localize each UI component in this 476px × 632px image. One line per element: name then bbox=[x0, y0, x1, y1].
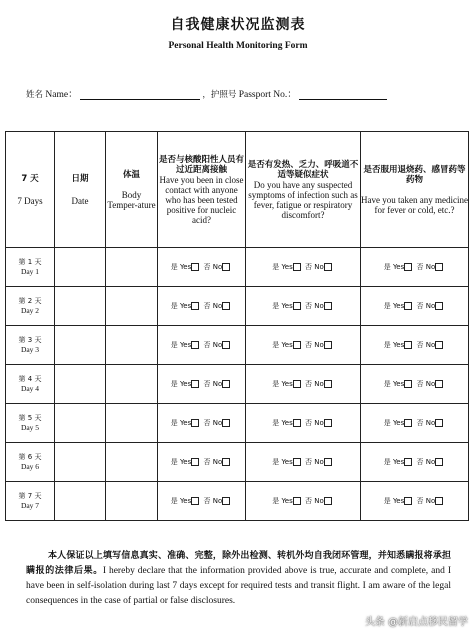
yes-checkbox[interactable] bbox=[293, 380, 301, 388]
day-label-cn: 第 5 天 bbox=[18, 414, 42, 422]
yes-label: 是 Yes bbox=[272, 301, 293, 310]
date-input-cell[interactable] bbox=[55, 443, 106, 482]
medicine-choice bbox=[361, 248, 469, 287]
no-checkbox[interactable] bbox=[435, 302, 443, 310]
yes-checkbox[interactable] bbox=[404, 458, 412, 466]
yes-label: 是 Yes bbox=[272, 418, 293, 427]
header-medicine: 是否服用退烧药、感冒药等药物 Have you taken any medicine for fever or cold, etc.? bbox=[361, 132, 469, 248]
temperature-input-cell[interactable] bbox=[106, 404, 158, 443]
yes-label: 是 Yes bbox=[170, 379, 192, 388]
watermark: 头条 @新启点移民留学 bbox=[364, 617, 468, 628]
symptoms-choice bbox=[246, 443, 361, 482]
no-checkbox[interactable] bbox=[324, 302, 332, 310]
yes-checkbox[interactable] bbox=[404, 263, 412, 271]
no-checkbox[interactable] bbox=[324, 497, 332, 505]
no-label: 否 No bbox=[203, 496, 223, 505]
header-days: 7 天 7 Days bbox=[6, 132, 55, 248]
no-label: 否 No bbox=[416, 457, 436, 466]
day-cell bbox=[6, 482, 55, 521]
passport-label-cn: ，护照号 bbox=[202, 90, 237, 100]
day-label-cn: 第 3 天 bbox=[18, 336, 42, 344]
yes-checkbox[interactable] bbox=[404, 302, 412, 310]
yes-checkbox[interactable] bbox=[191, 497, 199, 505]
no-checkbox[interactable] bbox=[435, 263, 443, 271]
identity-fields bbox=[26, 86, 387, 100]
yes-label: 是 Yes bbox=[272, 457, 293, 466]
yes-checkbox[interactable] bbox=[191, 419, 199, 427]
yes-checkbox[interactable] bbox=[191, 302, 199, 310]
day-label-en: Day 3 bbox=[20, 345, 40, 354]
no-label: 否 No bbox=[305, 301, 324, 310]
yes-label: 是 Yes bbox=[383, 457, 405, 466]
day-label-en: Day 5 bbox=[20, 423, 40, 432]
yes-label: 是 Yes bbox=[272, 496, 293, 505]
yes-checkbox[interactable] bbox=[404, 341, 412, 349]
date-input-cell[interactable] bbox=[55, 326, 106, 365]
temperature-input-cell[interactable] bbox=[106, 482, 158, 521]
symptoms-choice bbox=[246, 365, 361, 404]
date-input-cell[interactable] bbox=[55, 365, 106, 404]
close-contact-choice bbox=[158, 365, 246, 404]
passport-field[interactable] bbox=[299, 89, 387, 100]
no-label: 否 No bbox=[305, 457, 324, 466]
no-label: 否 No bbox=[416, 379, 436, 388]
temperature-input-cell[interactable] bbox=[106, 326, 158, 365]
table-header-row bbox=[6, 132, 469, 248]
symptoms-choice bbox=[246, 248, 361, 287]
table-row bbox=[6, 404, 469, 443]
yes-label: 是 Yes bbox=[170, 301, 192, 310]
no-checkbox[interactable] bbox=[222, 302, 230, 310]
yes-checkbox[interactable] bbox=[404, 497, 412, 505]
no-checkbox[interactable] bbox=[435, 380, 443, 388]
form-title-en: Personal Health Monitoring Form bbox=[168, 41, 308, 51]
close-contact-choice bbox=[158, 287, 246, 326]
no-checkbox[interactable] bbox=[324, 380, 332, 388]
no-checkbox[interactable] bbox=[324, 263, 332, 271]
day-label-cn: 第 4 天 bbox=[18, 375, 42, 383]
yes-label: 是 Yes bbox=[272, 340, 293, 349]
temperature-input-cell[interactable] bbox=[106, 287, 158, 326]
yes-label: 是 Yes bbox=[383, 379, 405, 388]
header-body-temperature: 体温 Body Temper-ature bbox=[106, 132, 158, 248]
yes-checkbox[interactable] bbox=[293, 419, 301, 427]
date-input-cell[interactable] bbox=[55, 248, 106, 287]
no-checkbox[interactable] bbox=[324, 458, 332, 466]
no-checkbox[interactable] bbox=[222, 380, 230, 388]
day-label-en: Day 4 bbox=[20, 384, 40, 393]
yes-checkbox[interactable] bbox=[191, 341, 199, 349]
no-checkbox[interactable] bbox=[435, 458, 443, 466]
no-label: 否 No bbox=[203, 418, 223, 427]
day-cell bbox=[6, 287, 55, 326]
table-row bbox=[6, 248, 469, 287]
date-input-cell[interactable] bbox=[55, 287, 106, 326]
medicine-choice bbox=[361, 365, 469, 404]
yes-label: 是 Yes bbox=[170, 262, 192, 271]
table-row bbox=[6, 443, 469, 482]
day-label-cn: 第 2 天 bbox=[18, 297, 42, 305]
medicine-choice bbox=[361, 443, 469, 482]
day-label-cn: 第 1 天 bbox=[18, 258, 42, 266]
yes-label: 是 Yes bbox=[383, 262, 405, 271]
form-title-cn: 自我健康状况监测表 bbox=[170, 17, 306, 33]
declaration-cn: 本人保证以上填写信息真实、准确、完整，除外出检测、转机外均自我闭环管理，并知悉瞒报将承担瞒报的法律后果。 bbox=[26, 551, 451, 576]
no-checkbox[interactable] bbox=[222, 263, 230, 271]
no-checkbox[interactable] bbox=[324, 419, 332, 427]
day-cell bbox=[6, 365, 55, 404]
no-label: 否 No bbox=[416, 301, 436, 310]
medicine-choice bbox=[361, 287, 469, 326]
no-label: 否 No bbox=[305, 496, 324, 505]
day-label-en: Day 6 bbox=[20, 462, 40, 471]
header-symptoms: 是否有发热、乏力、呼吸道不适等疑似症状 Do you have any suspected symptoms of infection such as fever, fatigue or respiratory discomfort? bbox=[246, 132, 361, 248]
medicine-choice bbox=[361, 482, 469, 521]
no-label: 否 No bbox=[203, 262, 223, 271]
no-checkbox[interactable] bbox=[222, 497, 230, 505]
yes-checkbox[interactable] bbox=[293, 263, 301, 271]
no-label: 否 No bbox=[416, 418, 436, 427]
temperature-input-cell[interactable] bbox=[106, 365, 158, 404]
name-label-cn: 姓名 bbox=[26, 90, 44, 100]
yes-checkbox[interactable] bbox=[293, 341, 301, 349]
symptoms-choice bbox=[246, 326, 361, 365]
date-input-cell[interactable] bbox=[55, 482, 106, 521]
yes-checkbox[interactable] bbox=[404, 380, 412, 388]
yes-label: 是 Yes bbox=[383, 301, 405, 310]
name-label-en: Name： bbox=[45, 90, 78, 100]
table-row bbox=[6, 326, 469, 365]
day-cell bbox=[6, 248, 55, 287]
no-checkbox[interactable] bbox=[435, 497, 443, 505]
close-contact-choice bbox=[158, 482, 246, 521]
yes-label: 是 Yes bbox=[170, 340, 192, 349]
no-label: 否 No bbox=[203, 457, 223, 466]
day-label-en: Day 2 bbox=[20, 306, 40, 315]
no-label: 否 No bbox=[203, 379, 223, 388]
medicine-choice bbox=[361, 404, 469, 443]
day-label-en: Day 7 bbox=[20, 501, 40, 510]
yes-label: 是 Yes bbox=[383, 496, 405, 505]
yes-label: 是 Yes bbox=[272, 379, 293, 388]
symptoms-choice bbox=[246, 482, 361, 521]
close-contact-choice bbox=[158, 326, 246, 365]
table-row bbox=[6, 287, 469, 326]
day-cell bbox=[6, 326, 55, 365]
no-label: 否 No bbox=[203, 301, 223, 310]
no-label: 否 No bbox=[305, 379, 324, 388]
date-input-cell[interactable] bbox=[55, 404, 106, 443]
day-label-cn: 第 7 天 bbox=[18, 492, 42, 500]
no-label: 否 No bbox=[203, 340, 223, 349]
symptoms-choice bbox=[246, 404, 361, 443]
temperature-input-cell[interactable] bbox=[106, 443, 158, 482]
no-checkbox[interactable] bbox=[435, 341, 443, 349]
yes-label: 是 Yes bbox=[170, 496, 192, 505]
no-checkbox[interactable] bbox=[324, 341, 332, 349]
name-field[interactable] bbox=[80, 89, 200, 100]
no-label: 否 No bbox=[416, 496, 436, 505]
header-date: 日期 Date bbox=[55, 132, 106, 248]
no-checkbox[interactable] bbox=[222, 419, 230, 427]
yes-checkbox[interactable] bbox=[293, 302, 301, 310]
header-close-contact: 是否与核酸阳性人员有过近距离接触 Have you been in close contact with anyone who has been tested positive for nucleic acid? bbox=[158, 132, 246, 248]
health-log-table bbox=[5, 131, 469, 521]
yes-label: 是 Yes bbox=[272, 262, 293, 271]
table-row bbox=[6, 482, 469, 521]
yes-checkbox[interactable] bbox=[293, 458, 301, 466]
declaration-text bbox=[26, 549, 451, 609]
no-checkbox[interactable] bbox=[222, 458, 230, 466]
yes-label: 是 Yes bbox=[170, 418, 192, 427]
no-checkbox[interactable] bbox=[435, 419, 443, 427]
passport-label-en: Passport No.： bbox=[238, 90, 297, 100]
close-contact-choice bbox=[158, 443, 246, 482]
medicine-choice bbox=[361, 326, 469, 365]
table-row bbox=[6, 365, 469, 404]
yes-checkbox[interactable] bbox=[191, 380, 199, 388]
symptoms-choice bbox=[246, 287, 361, 326]
declaration-en: I hereby declare that the information provided above is true, accurate and complete, and I have been in self-isolation during last 7 days except for required tests and transit flight. I am aware of the legal consequences in the case of partial or false disclosures. bbox=[26, 566, 451, 606]
close-contact-choice bbox=[158, 248, 246, 287]
no-label: 否 No bbox=[305, 340, 324, 349]
close-contact-choice bbox=[158, 404, 246, 443]
no-label: 否 No bbox=[305, 418, 324, 427]
yes-checkbox[interactable] bbox=[191, 458, 199, 466]
day-cell bbox=[6, 443, 55, 482]
day-label-en: Day 1 bbox=[20, 267, 40, 276]
day-label-cn: 第 6 天 bbox=[18, 453, 42, 461]
day-cell bbox=[6, 404, 55, 443]
yes-label: 是 Yes bbox=[170, 457, 192, 466]
no-label: 否 No bbox=[305, 262, 324, 271]
temperature-input-cell[interactable] bbox=[106, 248, 158, 287]
yes-label: 是 Yes bbox=[383, 340, 405, 349]
yes-checkbox[interactable] bbox=[293, 497, 301, 505]
yes-label: 是 Yes bbox=[383, 418, 405, 427]
no-label: 否 No bbox=[416, 340, 436, 349]
yes-checkbox[interactable] bbox=[191, 263, 199, 271]
no-checkbox[interactable] bbox=[222, 341, 230, 349]
no-label: 否 No bbox=[416, 262, 436, 271]
yes-checkbox[interactable] bbox=[404, 419, 412, 427]
